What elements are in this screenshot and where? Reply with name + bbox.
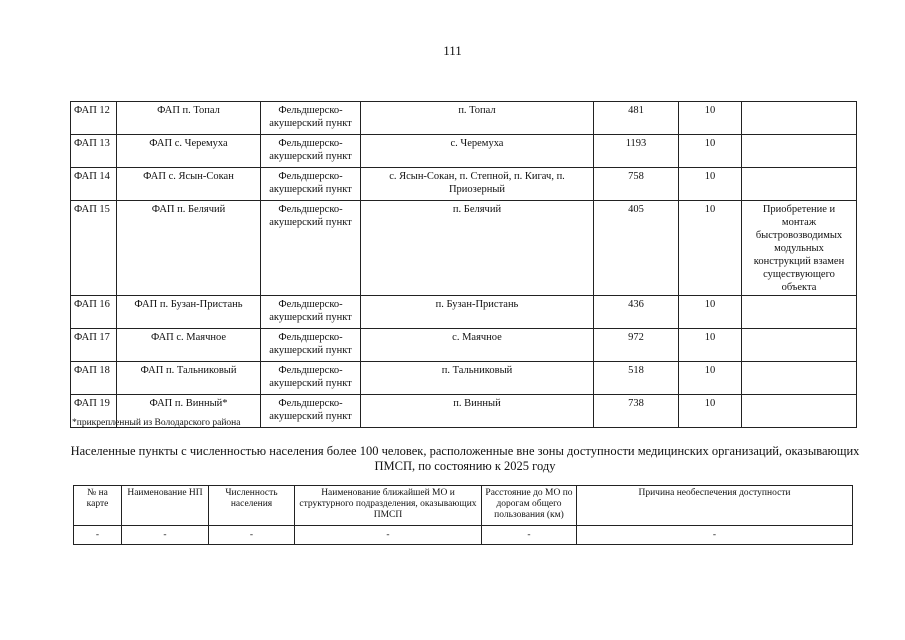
cell-nearest-mo: -	[295, 526, 482, 545]
fap-code: ФАП 14	[71, 168, 117, 201]
section-heading: Населенные пункты с численностью населения более 100 человек, расположенные вне зоны доступности медицинских организаций, оказывающих ПМСП, по состоянию к 2025 году	[70, 444, 860, 473]
fap-distance: 10	[679, 102, 742, 135]
fap-note	[742, 329, 857, 362]
fap-code: ФАП 19	[71, 395, 117, 428]
table-row	[71, 362, 857, 395]
fap-location: п. Топал	[361, 102, 594, 135]
fap-name: ФАП п. Бузан-Пристань	[117, 296, 261, 329]
fap-type: Фельдшерско-акушерский пункт	[261, 296, 361, 329]
header-map-no: № на карте	[74, 486, 122, 526]
fap-note	[742, 102, 857, 135]
fap-population: 481	[594, 102, 679, 135]
fap-location: с. Ясын-Сокан, п. Степной, п. Кигач, п. Приозерный	[361, 168, 594, 201]
fap-code: ФАП 18	[71, 362, 117, 395]
fap-type: Фельдшерско-акушерский пункт	[261, 395, 361, 428]
fap-code: ФАП 15	[71, 201, 117, 296]
fap-location: п. Винный	[361, 395, 594, 428]
table-header-row	[74, 486, 853, 526]
cell-settlement: -	[122, 526, 209, 545]
table-row	[71, 201, 857, 296]
fap-note: Приобретение и монтаж быстровозводимых модульных конструкций взамен существующего объекта	[742, 201, 857, 296]
fap-location: с. Черемуха	[361, 135, 594, 168]
fap-distance: 10	[679, 395, 742, 428]
header-reason: Причина необеспечения доступности	[577, 486, 853, 526]
fap-note	[742, 296, 857, 329]
fap-distance: 10	[679, 168, 742, 201]
fap-distance: 10	[679, 296, 742, 329]
cell-population: -	[209, 526, 295, 545]
fap-distance: 10	[679, 362, 742, 395]
fap-distance: 10	[679, 201, 742, 296]
fap-name: ФАП п. Винный*	[117, 395, 261, 428]
cell-distance: -	[482, 526, 577, 545]
table-row	[71, 168, 857, 201]
fap-population: 436	[594, 296, 679, 329]
header-distance: Расстояние до МО по дорогам общего пользования (км)	[482, 486, 577, 526]
fap-location: п. Бузан-Пристань	[361, 296, 594, 329]
fap-type: Фельдшерско-акушерский пункт	[261, 362, 361, 395]
fap-location: п. Белячий	[361, 201, 594, 296]
fap-name: ФАП п. Белячий	[117, 201, 261, 296]
fap-population: 405	[594, 201, 679, 296]
fap-name: ФАП с. Черемуха	[117, 135, 261, 168]
fap-population: 738	[594, 395, 679, 428]
fap-code: ФАП 12	[71, 102, 117, 135]
fap-population: 758	[594, 168, 679, 201]
fap-name: ФАП с. Маячное	[117, 329, 261, 362]
fap-note	[742, 362, 857, 395]
fap-note	[742, 135, 857, 168]
fap-type: Фельдшерско-акушерский пункт	[261, 102, 361, 135]
fap-type: Фельдшерско-акушерский пункт	[261, 329, 361, 362]
header-population: Численность населения	[209, 486, 295, 526]
table-row	[71, 102, 857, 135]
fap-population: 972	[594, 329, 679, 362]
fap-location: п. Тальниковый	[361, 362, 594, 395]
zones-table	[73, 485, 853, 545]
table-row	[74, 526, 853, 545]
fap-code: ФАП 13	[71, 135, 117, 168]
fap-code: ФАП 17	[71, 329, 117, 362]
fap-name: ФАП п. Тальниковый	[117, 362, 261, 395]
fap-type: Фельдшерско-акушерский пункт	[261, 168, 361, 201]
fap-name: ФАП с. Ясын-Сокан	[117, 168, 261, 201]
fap-code: ФАП 16	[71, 296, 117, 329]
fap-location: с. Маячное	[361, 329, 594, 362]
table-row	[71, 329, 857, 362]
fap-name: ФАП п. Топал	[117, 102, 261, 135]
cell-reason: -	[577, 526, 853, 545]
fap-note	[742, 395, 857, 428]
fap-note	[742, 168, 857, 201]
fap-distance: 10	[679, 329, 742, 362]
fap-population: 518	[594, 362, 679, 395]
table-row	[71, 135, 857, 168]
fap-type: Фельдшерско-акушерский пункт	[261, 201, 361, 296]
fap-table	[70, 101, 857, 428]
page-number: 111	[443, 43, 462, 58]
cell-map-no: -	[74, 526, 122, 545]
footnote: *прикрепленный из Володарского района	[72, 418, 241, 428]
fap-distance: 10	[679, 135, 742, 168]
fap-population: 1193	[594, 135, 679, 168]
header-settlement: Наименование НП	[122, 486, 209, 526]
header-nearest-mo: Наименование ближайшей МО и структурного подразделения, оказывающих ПМСП	[295, 486, 482, 526]
table-row	[71, 296, 857, 329]
fap-type: Фельдшерско-акушерский пункт	[261, 135, 361, 168]
